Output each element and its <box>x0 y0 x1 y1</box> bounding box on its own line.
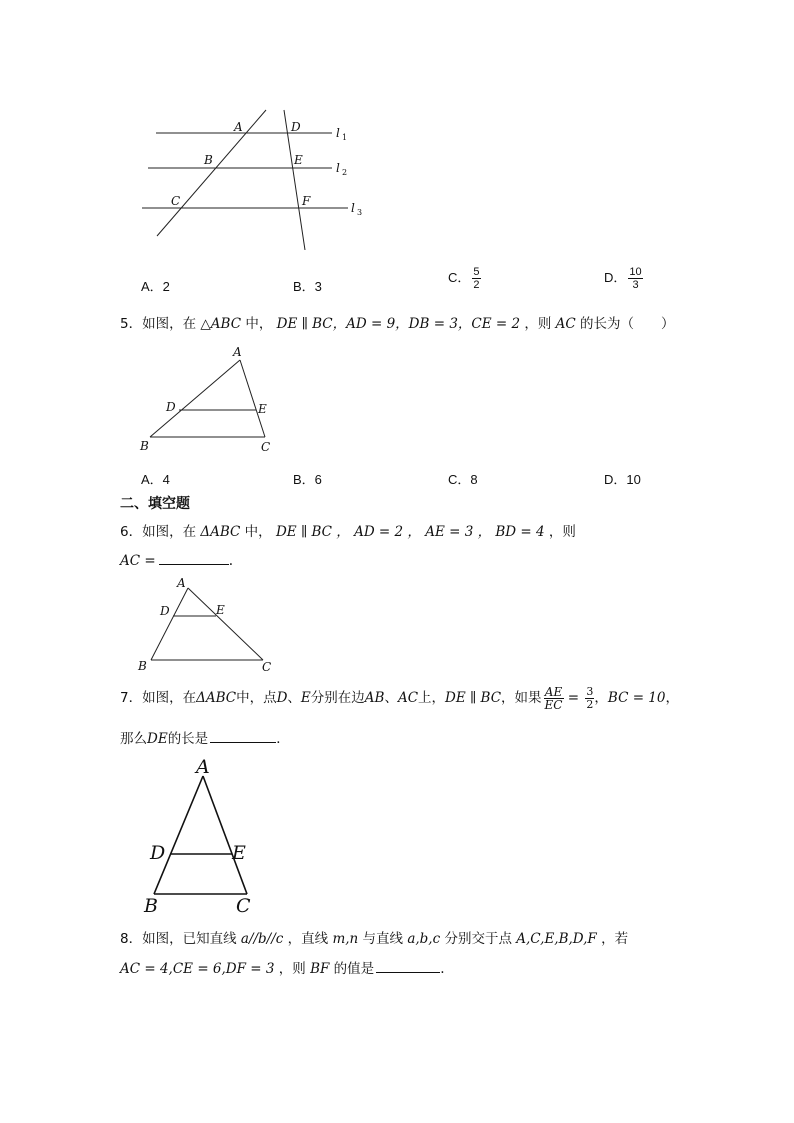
q8-answer-blank[interactable] <box>376 960 440 973</box>
label-l1-sub: 1 <box>342 133 348 142</box>
q7-answer-blank[interactable] <box>210 730 276 743</box>
q7-bc: BC = 10 <box>607 690 666 706</box>
q7-ratio-num: 3 <box>586 685 594 698</box>
q5-text <box>120 312 675 332</box>
q6-text-b: 中， <box>240 524 276 540</box>
q7-text-l: 那么 <box>120 731 147 747</box>
label-F: F <box>302 194 311 208</box>
q4-option-b: B．3 <box>293 279 322 294</box>
q5-option-c: C．8 <box>448 472 478 487</box>
label-C: C <box>262 660 272 674</box>
q4-option-c <box>448 266 481 291</box>
q5-text-c: ，则 <box>520 316 556 332</box>
figure-q7-triangle <box>140 756 270 916</box>
label-A: A <box>234 120 243 134</box>
q6-condition: DE ∥ BC ， AD = 2 ， AE = 3 ， BD = 4 <box>275 524 545 540</box>
label-B: B <box>138 659 147 673</box>
label-C: C <box>261 440 271 454</box>
q7-text-c: 、 <box>287 690 301 706</box>
label-B: B <box>144 895 158 916</box>
q7-de: DE <box>147 731 168 747</box>
figure-parallel-lines <box>130 100 380 250</box>
label-B: B <box>204 153 213 167</box>
label-E: E <box>232 842 246 864</box>
q8-condition: AC = 4,CE = 6,DF = 3 <box>120 961 275 977</box>
label-A: A <box>233 345 242 359</box>
q7-period: ． <box>276 731 290 747</box>
q8-text-c: 与直线 <box>358 931 408 947</box>
q8-points: A,C,E,B,D,F <box>516 931 597 947</box>
q6-line1 <box>120 520 576 540</box>
q7-text-g: 、 <box>384 690 398 706</box>
label-D: D <box>166 400 176 414</box>
label-C: C <box>236 895 251 916</box>
label-E: E <box>216 603 225 617</box>
q4-option-c-prefix: C． <box>448 269 471 285</box>
q7-text-i: ，如果 <box>501 690 542 706</box>
q4-option-d-den: 3 <box>632 279 639 291</box>
q4-option-a: A．2 <box>141 279 170 294</box>
side-AB <box>150 360 240 437</box>
q8-abc: a,b,c <box>407 931 441 947</box>
q7-text-b: 中，点 <box>236 690 277 706</box>
q8-text-g: 的值是 <box>329 961 375 977</box>
q5-text-a: 5．如图，在 <box>120 316 201 332</box>
q8-line1 <box>120 927 628 947</box>
q7-line1 <box>120 686 679 711</box>
q7-frac-num: AE <box>544 685 563 699</box>
label-E: E <box>258 402 267 416</box>
q8-mn: m,n <box>332 931 359 947</box>
q7-triangle: ΔABC <box>196 690 237 706</box>
label-D: D <box>291 120 301 134</box>
q8-line2 <box>120 957 444 977</box>
q7-text-j: ， <box>594 690 608 706</box>
q4-option-d-num: 10 <box>629 266 642 278</box>
side-AC <box>188 588 263 660</box>
q5-option-a: A．4 <box>141 472 170 487</box>
label-l2-sub: 2 <box>342 168 348 177</box>
q4-option-c-num: 5 <box>473 266 480 278</box>
q5-triangle: △ABC <box>200 316 242 332</box>
q7-text-k: ， <box>665 690 679 706</box>
q6-triangle: ΔABC <box>200 524 241 540</box>
label-A: A <box>177 576 186 590</box>
side-AB <box>154 776 203 894</box>
label-l3-sub: 3 <box>357 208 363 217</box>
q7-point-d: D <box>276 690 288 706</box>
q8-text-d: 分别交于点 <box>440 931 517 947</box>
q8-text-b: ，直线 <box>283 931 333 947</box>
q7-ac: AC <box>397 690 419 706</box>
label-l2: l <box>336 161 340 175</box>
side-AB <box>151 588 188 660</box>
label-C: C <box>171 194 181 208</box>
q6-text-a: 6．如图，在 <box>120 524 201 540</box>
q4-option-c-den: 2 <box>473 279 480 291</box>
q8-bf: BF <box>310 961 330 977</box>
side-AC <box>240 360 265 437</box>
figure-q5-triangle <box>134 344 284 456</box>
q8-period: . <box>440 961 445 977</box>
q7-ab: AB <box>364 690 385 706</box>
section-title: 二、填空题 <box>120 496 190 512</box>
q6-line2 <box>120 552 233 569</box>
q7-ratio-den: 2 <box>586 698 594 711</box>
q5-ac: AC <box>555 316 576 332</box>
q6-ac: AC = <box>120 553 156 569</box>
label-l3: l <box>351 201 355 215</box>
label-E: E <box>294 153 303 167</box>
q7-point-e: E <box>300 690 311 706</box>
q7-frac-den: EC <box>544 698 563 712</box>
q5-text-d: 的长为（ ） <box>575 316 675 332</box>
q5-option-d: D．10 <box>604 472 641 487</box>
label-D: D <box>160 604 170 618</box>
q7-text-a: 7．如图，在 <box>120 690 197 706</box>
q7-condition: DE ∥ BC <box>445 690 502 706</box>
q8-text-e: ，若 <box>596 931 629 947</box>
label-D: D <box>150 842 166 864</box>
q7-eq: = <box>563 690 584 706</box>
side-AC <box>203 776 247 894</box>
label-l1: l <box>336 126 340 140</box>
q7-line2 <box>120 727 290 747</box>
q7-text-h: 上， <box>418 690 446 706</box>
q7-text-m: 的长是 <box>167 731 209 747</box>
figure-q6-triangle <box>134 574 284 676</box>
q4-option-d-prefix: D． <box>604 269 627 285</box>
label-B: B <box>140 439 149 453</box>
q5-option-b: B．6 <box>293 472 322 487</box>
q5-text-b: 中， <box>241 316 277 332</box>
q8-parallel: a//b//c <box>240 931 284 947</box>
q4-option-d <box>604 266 643 291</box>
q6-period: . <box>228 553 233 569</box>
q6-text-c: ，则 <box>544 524 576 540</box>
transversal-left <box>157 110 266 236</box>
q5-condition: DE ∥ BC，AD = 9，DB = 3，CE = 2 <box>276 316 521 332</box>
q8-text-f: ，则 <box>274 961 311 977</box>
q6-answer-blank[interactable] <box>159 552 229 565</box>
label-A: A <box>196 756 210 778</box>
q7-text-f: 分别在边 <box>310 690 365 706</box>
q8-text-a: 8．如图，已知直线 <box>120 931 241 947</box>
